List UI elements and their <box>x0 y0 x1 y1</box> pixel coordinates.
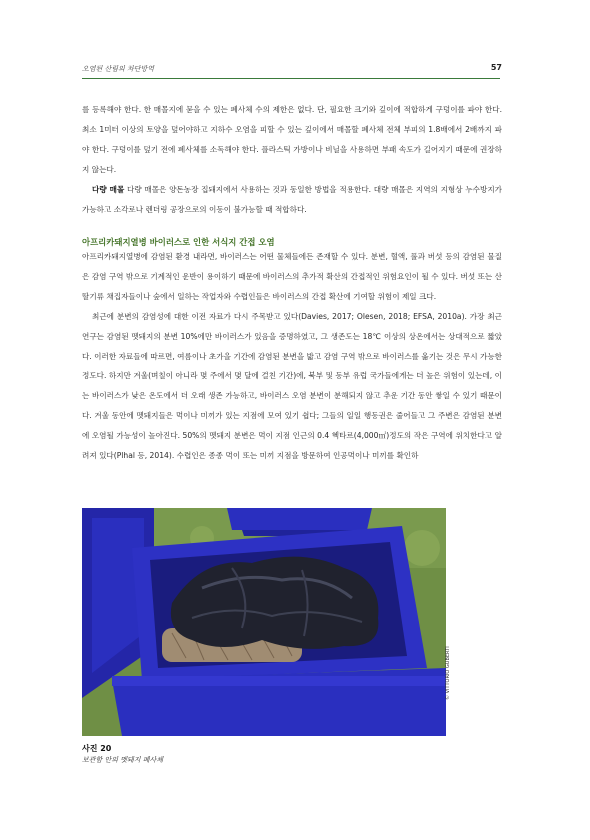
paragraph-mass-burial <box>82 180 502 220</box>
section-title: 아프리카돼지열병 바이러스로 인한 서식지 간접 오염 <box>82 237 275 247</box>
caption-title: 사진 20 <box>82 744 112 753</box>
paragraph-indirect-contamination: 아프리카돼지열병에 감염된 환경 내라면, 바이러스는 어떤 물체들에든 존재할 수 있다. 분변, 혈액, 풀과 버섯 등의 감염된 물질은 감염 구역 밖으로 기계적인 운반이 용이하기 때문에 바이러스의 추가적 확산의 간접적인 위험요인이 될 수 있다. 버섯 또는 산딸기류 채집자들이나 숲에서 일하는 작업자와 수렵인들은 바이러스의 간접 확산에 기여할 위험이 제일 크다. <box>82 252 502 301</box>
photo-illustration <box>82 508 446 736</box>
mass-burial-heading: 다량 매몰 <box>92 184 125 194</box>
photo-credit: © VITTORIO GUBERTI <box>445 646 451 700</box>
page-number: 57 <box>490 63 502 72</box>
page-header <box>82 64 502 76</box>
running-title: 오염된 산림의 차단방역 <box>82 65 155 73</box>
paragraph-feces-infectivity: 최근에 분변의 감염성에 대한 이전 자료가 다시 주목받고 있다(Davies, 2017; Olesen, 2018; EFSA, 2010a). 가장 최근 연구는 감염된 멧돼지의 분변 10%에만 바이러스가 있음을 증명하였고, 그 생존도는 18℃ 이상의 상온에서는 상대적으로 짧았다. 이러한 자료들에 따르면, 여름이나 초가을 기간에 감염된 분변을 밟고 감염 구역 밖으로 바이러스를 옮기는 것은 무시 가능한 정도다. 하지만 겨울(며칠이 아니라 몇 주에서 몇 달에 걸친 기간)에, 북부 및 동부 유럽 국가들에게는 더 높은 위험이 있는데, 이는 바이러스가 낮은 온도에서 더 오래 생존 가능하고, 바이러스 오염 분변이 분해되지 않고 추운 기간 동안 쌓일 수 있기 때문이다. 겨울 동안에 멧돼지들은 먹이나 미끼가 있는 지점에 모여 있기 쉽다; 그들의 일일 행동권은 줄어들고 그 주변은 감염된 분변에 오염될 가능성이 높아진다. 50%의 멧돼지 분변은 먹이 지점 인근의 0.4 헥타르(4,000㎡)정도의 작은 구역에 위치한다고 알려져 있다(Plhal 등, 2014). 수렵인은 종종 먹이 또는 미끼 지점을 방문하여 인공먹이나 미끼를 확인하 <box>82 311 502 461</box>
photo-wild-boar-carcass-in-bin <box>82 508 446 736</box>
paragraph-burial-limit: 를 등록해야 한다. 한 매몰지에 묻을 수 있는 폐사체 수의 제한은 없다. 단, 필요한 크기와 깊이에 적합하게 구덩이를 파야 한다. 최소 1미터 이상의 토양을 덮어야하고 지하수 오염을 피할 수 있는 깊이에서 매몰할 폐사체 전체 부피의 1.8배에서 2배까지 파야 한다. 구덩이를 덮기 전에 폐사체를 소독해야 한다. 플라스틱 가방이나 비닐을 사용하면 부패 속도가 길어지기 때문에 권장하지 않는다. <box>82 105 502 174</box>
header-rule <box>82 78 500 79</box>
body-block-1 <box>82 100 502 219</box>
body-block-2 <box>82 247 502 466</box>
caption-text: 보관함 안의 멧돼지 폐사체 <box>82 756 164 764</box>
mass-burial-text: 다량 매몰은 양돈농장 집돼지에서 사용하는 것과 동일한 방법을 적용한다. 대량 매몰은 지역의 지형상 누수방지가 가능하고 소각로나 렌더링 공장으로의 이동이 불가능할 때 적합하다. <box>82 184 502 214</box>
